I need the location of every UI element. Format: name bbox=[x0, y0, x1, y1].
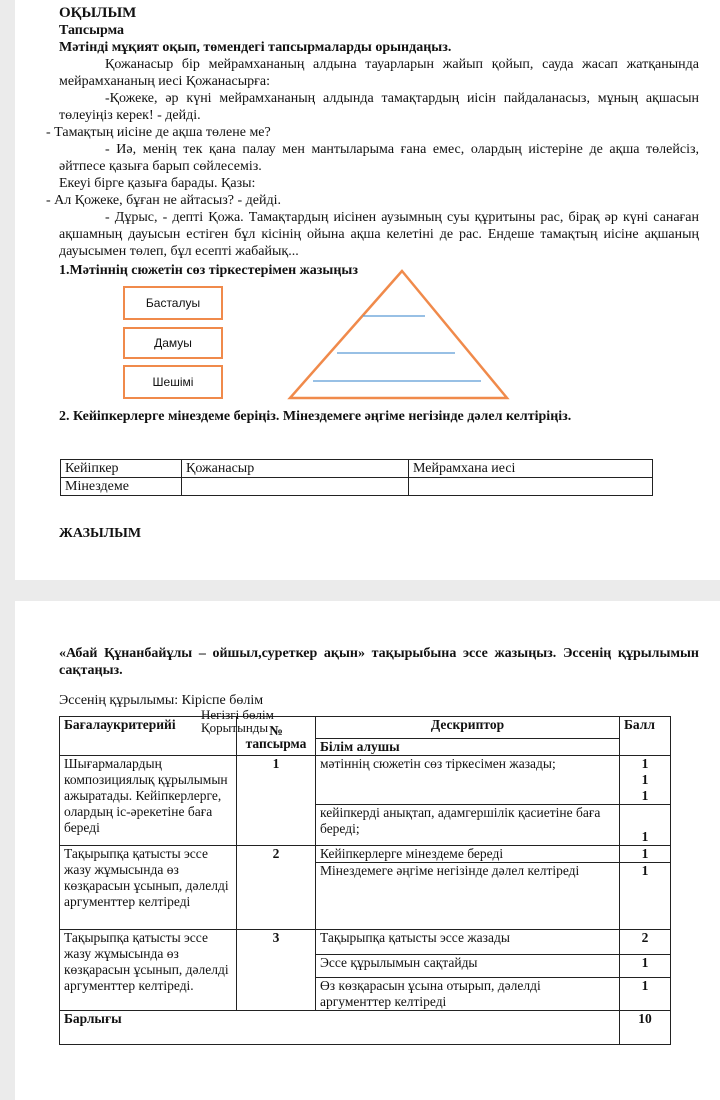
section-title-writing: ЖАЗЫЛЫМ bbox=[59, 526, 142, 541]
plot-box-resolution: Шешімі bbox=[123, 365, 223, 399]
task-number: 2 bbox=[237, 846, 316, 930]
char-table-header: Мейрамхана иесі bbox=[409, 460, 653, 478]
score-cell: 2 bbox=[620, 930, 671, 955]
char-table-header: Кейіпкер bbox=[61, 460, 182, 478]
story-paragraph: - Ал Қожеке, бұған не айтасыз? - дейді. bbox=[46, 193, 281, 208]
overlap-text-main: Негізгі бөлім bbox=[201, 707, 274, 722]
descriptor-cell: кейіпкерді анықтап, адамгершілік қасиетіне баға береді; bbox=[316, 805, 620, 846]
descriptor-cell: Өз көзқарасын ұсына отырып, дәлелді аргументтер келтіреді bbox=[316, 978, 620, 1011]
story-paragraph: - Тамақтың иісіне де ақша төлене ме? bbox=[46, 125, 271, 140]
descriptor-cell: Кейіпкерлерге мінездеме береді bbox=[316, 846, 620, 863]
header-criteria: Бағалаукритерийі bbox=[60, 717, 237, 756]
descriptor-cell: Эссе құрылымын сақтайды bbox=[316, 955, 620, 978]
total-score: 10 bbox=[620, 1011, 671, 1045]
task1-title: 1.Мәтіннің сюжетін сөз тіркестерімен жазыңыз bbox=[59, 263, 358, 278]
score-cell: 1 1 1 bbox=[620, 756, 671, 805]
header-score: Балл bbox=[620, 717, 671, 756]
task2-title: 2. Кейіпкерлерге мінездеме беріңіз. Мінездемеге әңгіме негізінде дәлел келтіріңіз. bbox=[59, 409, 572, 424]
essay-title: «Абай Құнанбайұлы – ойшыл,суреткер ақын» тақырыбына эссе жазыңыз. Эссенің құрылымын сақтаңыз. bbox=[59, 646, 699, 678]
essay-structure: Эссенің құрылымы: Кіріспе бөлім bbox=[59, 693, 264, 708]
descriptor-cell: Тақырыпқа қатысты эссе жазады bbox=[316, 930, 620, 955]
criteria-cell: Шығармалардың композициялық құрылымын ажыратады. Кейіпкерлерге, олардың іс-әрекетіне баға береді bbox=[60, 756, 237, 846]
story-paragraph: Қожанасыр бір мейрамхананың алдына тауарларын жайып қойып, сауда жасап жатқанында мейрамхананың иесі Қожанасырға: bbox=[59, 57, 699, 89]
char-table-row-label: Мінездеме bbox=[61, 478, 182, 496]
plot-triangle-diagram bbox=[285, 268, 515, 404]
score-cell: 1 bbox=[620, 863, 671, 930]
score-cell: 1 bbox=[620, 978, 671, 1011]
triangle-outline bbox=[290, 271, 507, 398]
score-cell: 1 bbox=[620, 846, 671, 863]
score-cell: 1 bbox=[620, 805, 671, 846]
assessment-table bbox=[59, 716, 671, 1045]
overlap-text-conclusion: Қорытынды bbox=[201, 720, 269, 735]
section-title-reading: ОҚЫЛЫМ bbox=[59, 5, 137, 21]
score-cell: 1 bbox=[620, 955, 671, 978]
subheader-student: Білім алушы bbox=[316, 739, 620, 756]
criteria-cell: Тақырыпқа қатысты эссе жазу жұмысында өз көзқарасын ұсынып, дәлелді аргументтер келтіреді. bbox=[60, 930, 237, 1011]
instruction: Мәтінді мұқият оқып, төмендегі тапсырмаларды орындаңыз. bbox=[59, 40, 452, 55]
story-paragraph: -Қожеке, әр күні мейрамхананың алдында тамақтардың иісін пайдаланасыз, мұның ақшасын төлеуіңіз керек! - дейді. bbox=[59, 91, 699, 123]
worksheet-page-1 bbox=[15, 0, 720, 580]
character-table bbox=[60, 459, 653, 496]
descriptor-cell: мәтіннің сюжетін сөз тіркесімен жазады; bbox=[316, 756, 620, 805]
story-paragraph: Екеуі бірге қазыға барады. Қазы: bbox=[59, 176, 256, 191]
descriptor-cell: Мінездемеге әңгіме негізінде дәлел келтіреді bbox=[316, 863, 620, 930]
story-paragraph: - Дұрыс, - депті Қожа. Тамақтардың иісінен аузымның суы құритыны рас, бірақ әр күні санаған ақшамның дауысын естіген бұл кісінің ойына ақша келетіні де рас. Ендеше тамақтың иісіне ақшаның дауысымен төлеп, бұл есепті жабайық... bbox=[59, 210, 699, 259]
header-descriptor: Дескриптор bbox=[316, 717, 620, 739]
story-paragraph: - Иә, менің тек қана палау мен мантыларыма ғана емес, олардың иістеріне де ақша төлейсіз, әйтпесе қазыға барып сөйлесеміз. bbox=[59, 142, 699, 174]
task-number: 3 bbox=[237, 930, 316, 1011]
total-label: Барлығы bbox=[60, 1011, 620, 1045]
task-label: Тапсырма bbox=[59, 23, 125, 38]
worksheet-page-2 bbox=[15, 601, 720, 1100]
task-number: 1 bbox=[237, 756, 316, 846]
header-no: № bbox=[269, 723, 283, 738]
criteria-cell: Тақырыпқа қатысты эссе жазу жұмысында өз көзқарасын ұсынып, дәлелді аргументтер келтіреді bbox=[60, 846, 237, 930]
header-task: тапсырма bbox=[245, 736, 307, 751]
plot-box-beginning: Басталуы bbox=[123, 286, 223, 320]
char-table-header: Қожанасыр bbox=[182, 460, 409, 478]
char-table-cell bbox=[182, 478, 409, 496]
plot-box-development: Дамуы bbox=[123, 327, 223, 359]
char-table-cell bbox=[409, 478, 653, 496]
